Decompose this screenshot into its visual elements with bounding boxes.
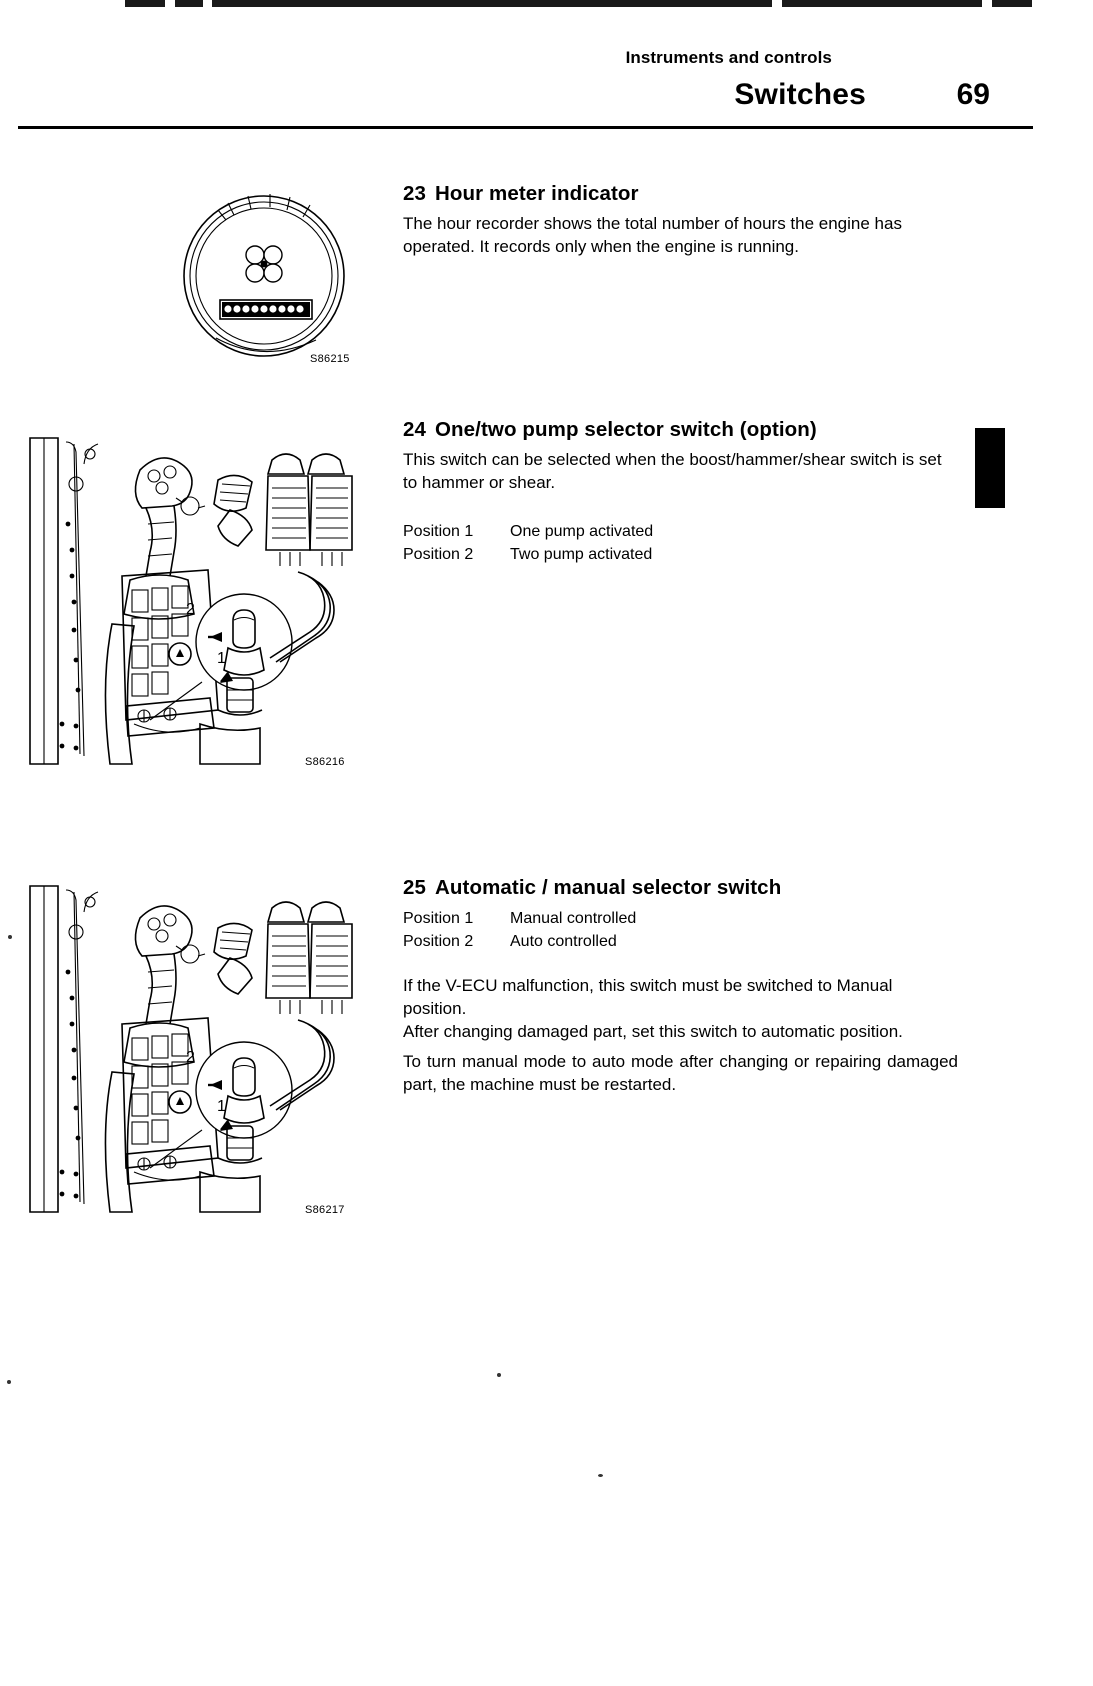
scan-speck: [8, 935, 12, 939]
figure-automatic-manual-console: [22, 872, 382, 1222]
hour-meter-gauge-illustration: [170, 176, 360, 376]
scan-speck: [7, 1380, 11, 1384]
section-25-number: 25: [403, 876, 427, 899]
section-25-paragraph-2: After changing damaged part, set this switch to automatic position.: [403, 1021, 903, 1041]
callout-label-1: 1: [217, 1098, 226, 1115]
cab-console-one-two-pump-switch-illustration: [22, 424, 382, 774]
callout-label-1: 1: [217, 650, 226, 667]
scan-speck: [497, 1373, 501, 1377]
figure-code: S86216: [305, 756, 345, 768]
section-25-text: [403, 876, 958, 1096]
header-kicker: Instruments and controls: [625, 48, 832, 67]
scan-speck: [598, 1474, 603, 1477]
position-value: One pump activated: [510, 523, 654, 541]
section-25-heading: [403, 876, 958, 900]
position-label: Position 1: [403, 523, 474, 541]
figure-hour-meter: [170, 176, 360, 376]
section-23-heading: [403, 182, 958, 206]
figure-code: S86217: [305, 1204, 345, 1216]
callout-label-2: 2: [186, 1049, 195, 1066]
section-25-paragraph-3: To turn manual mode to auto mode after changing or repairing damaged part, the machine must be restarted.: [403, 1052, 958, 1094]
figure-one-two-pump-console: [22, 424, 382, 774]
section-23-number: 23: [403, 182, 427, 205]
figure-code: S86215: [310, 353, 350, 365]
header-divider: [18, 126, 1033, 129]
position-row: [403, 930, 958, 953]
position-label: Position 2: [403, 933, 474, 951]
callout-label-2: 2: [186, 601, 195, 618]
position-value: Manual controlled: [510, 910, 637, 927]
section-25-paragraph-1: If the V-ECU malfunction, this switch must be switched to Manual position.: [403, 976, 893, 1018]
section-25-title: Automatic / manual selector switch: [435, 876, 782, 899]
position-row: [403, 520, 958, 543]
section-23-text: [403, 182, 958, 258]
page-number: 69: [956, 78, 990, 111]
position-label: Position 1: [403, 910, 474, 927]
section-24-number: 24: [403, 418, 427, 441]
section-24-title: One/two pump selector switch (option): [435, 418, 817, 441]
scan-artifact-strip: [0, 0, 1093, 14]
section-24-positions: [403, 520, 958, 566]
section-25-positions: [403, 907, 958, 953]
section-24-text: [403, 418, 958, 567]
section-24-heading: [403, 418, 958, 442]
section-23-title: Hour meter indicator: [435, 182, 639, 205]
position-value: Auto controlled: [510, 933, 617, 951]
page-title: Switches: [734, 78, 866, 111]
position-value: Two pump activated: [510, 546, 653, 564]
cab-console-automatic-manual-switch-illustration: [22, 872, 382, 1222]
section-24-body: This switch can be selected when the boost/hammer/shear switch is set to hammer or shear.: [403, 450, 942, 492]
section-23-body: The hour recorder shows the total number of hours the engine has operated. It records only when the engine is running.: [403, 214, 902, 256]
position-label: Position 2: [403, 546, 474, 564]
page-header: [30, 48, 1050, 112]
position-row: [403, 543, 958, 566]
chapter-thumb-tab: [975, 428, 1005, 508]
position-row: [403, 907, 958, 930]
